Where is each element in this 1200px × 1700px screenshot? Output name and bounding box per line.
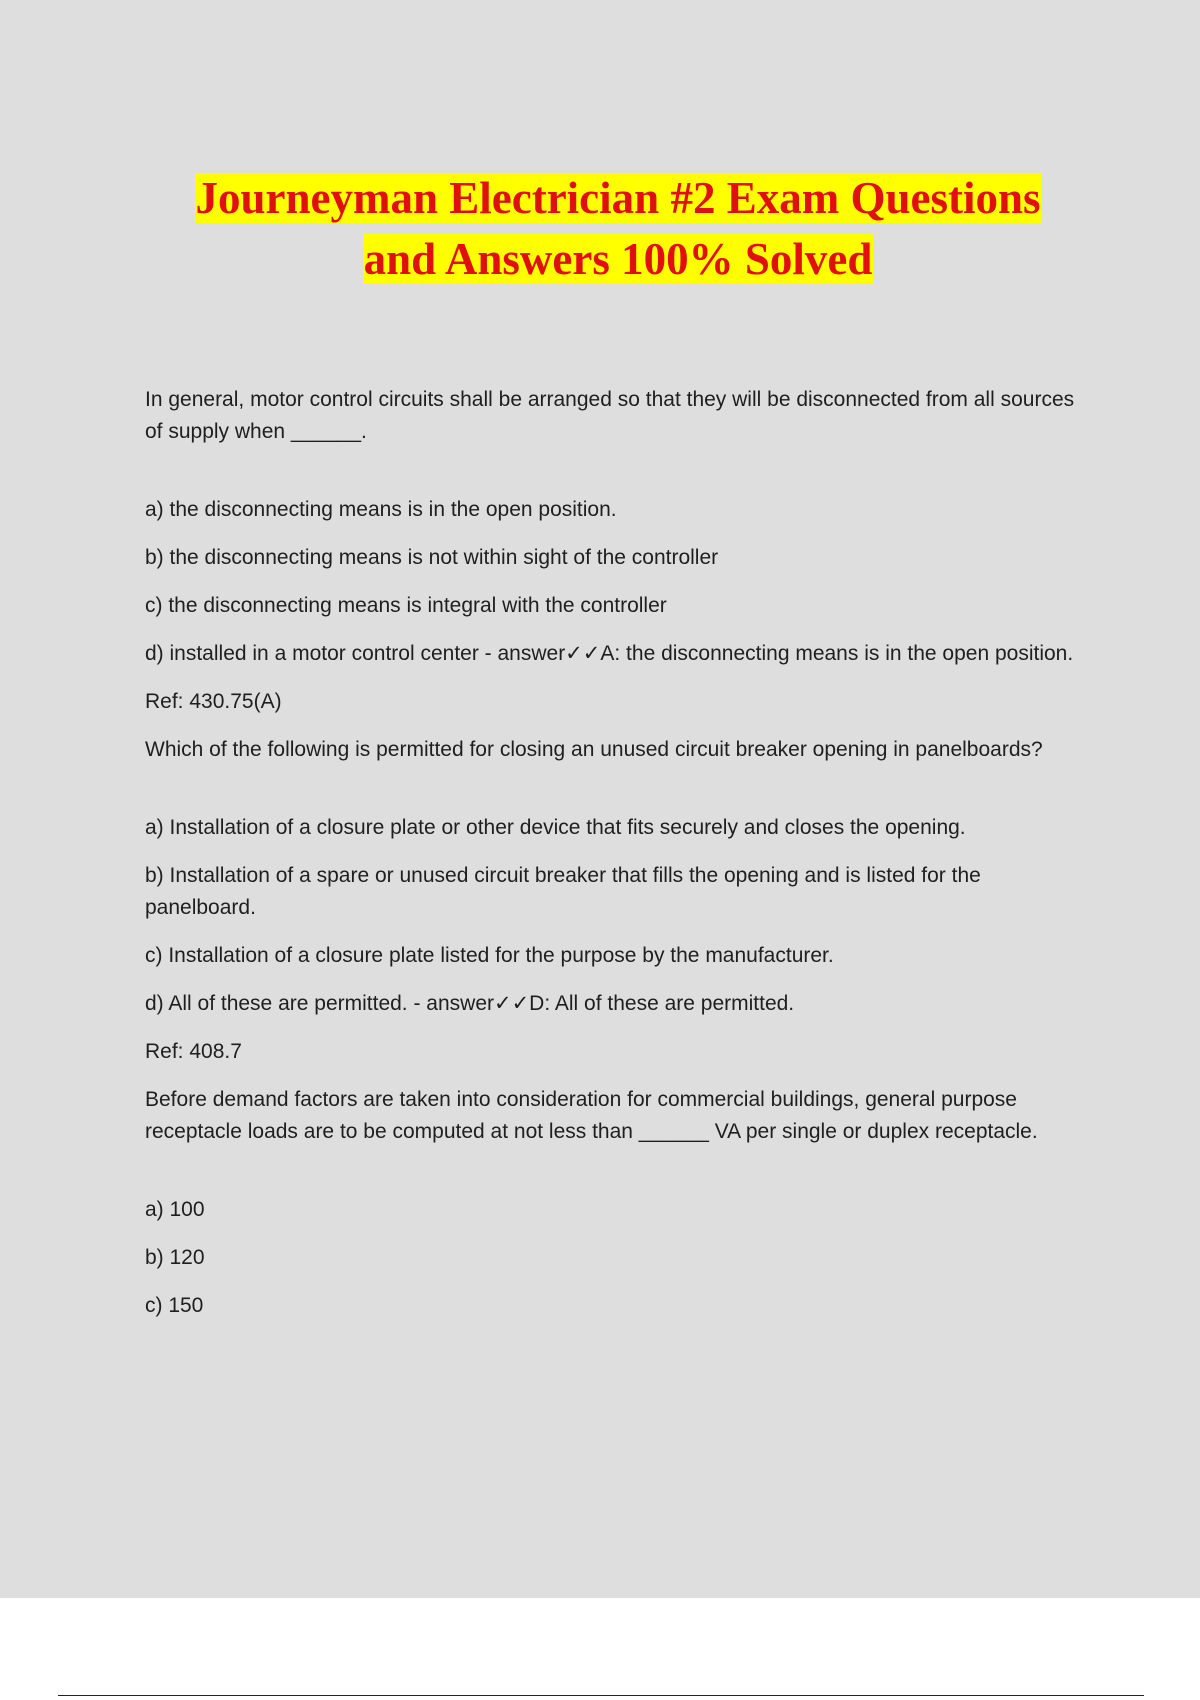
question-1-option-b: b) the disconnecting means is not within sight of the controller (145, 546, 719, 569)
question-2-option-c: c) Installation of a closure plate listed for the purpose by the manufacturer. (145, 944, 834, 967)
question-2-reference: Ref: 408.7 (145, 1040, 242, 1063)
question-3-option-c: c) 150 (145, 1294, 204, 1317)
title-line-1: Journeyman Electrician #2 Exam Questions (195, 173, 1041, 223)
question-1-option-c: c) the disconnecting means is integral with the controller (145, 594, 667, 617)
question-1-reference: Ref: 430.75(A) (145, 690, 282, 713)
question-3-text: Before demand factors are taken into consideration for commercial buildings, general purpose receptacle loads are to be computed at not less than ______ VA per single or duplex receptacle. (145, 1088, 1038, 1143)
question-1-text: In general, motor control circuits shall be arranged so that they will be disconnected from all sources of supply when ______. (145, 388, 1075, 443)
question-1-option-a: a) the disconnecting means is in the open position. (145, 498, 617, 521)
question-3-option-b: b) 120 (145, 1246, 205, 1269)
question-2-option-a: a) Installation of a closure plate or other device that fits securely and closes the opening. (145, 816, 966, 839)
question-2-option-b: b) Installation of a spare or unused circuit breaker that fills the opening and is listed for the panelboard. (145, 864, 981, 919)
title-line-2: and Answers 100% Solved (363, 234, 873, 284)
question-1-option-d-answer: d) installed in a motor control center - answer✓✓A: the disconnecting means is in the open position. (145, 642, 1074, 665)
document-body (145, 384, 1095, 1338)
question-2-text: Which of the following is permitted for closing an unused circuit breaker opening in panelboards? (145, 738, 1043, 761)
question-3-option-a: a) 100 (145, 1198, 205, 1221)
question-2-option-d-answer: d) All of these are permitted. - answer✓✓D: All of these are permitted. (145, 992, 795, 1015)
document-title (80, 168, 1156, 290)
footer-divider (58, 1695, 1144, 1696)
